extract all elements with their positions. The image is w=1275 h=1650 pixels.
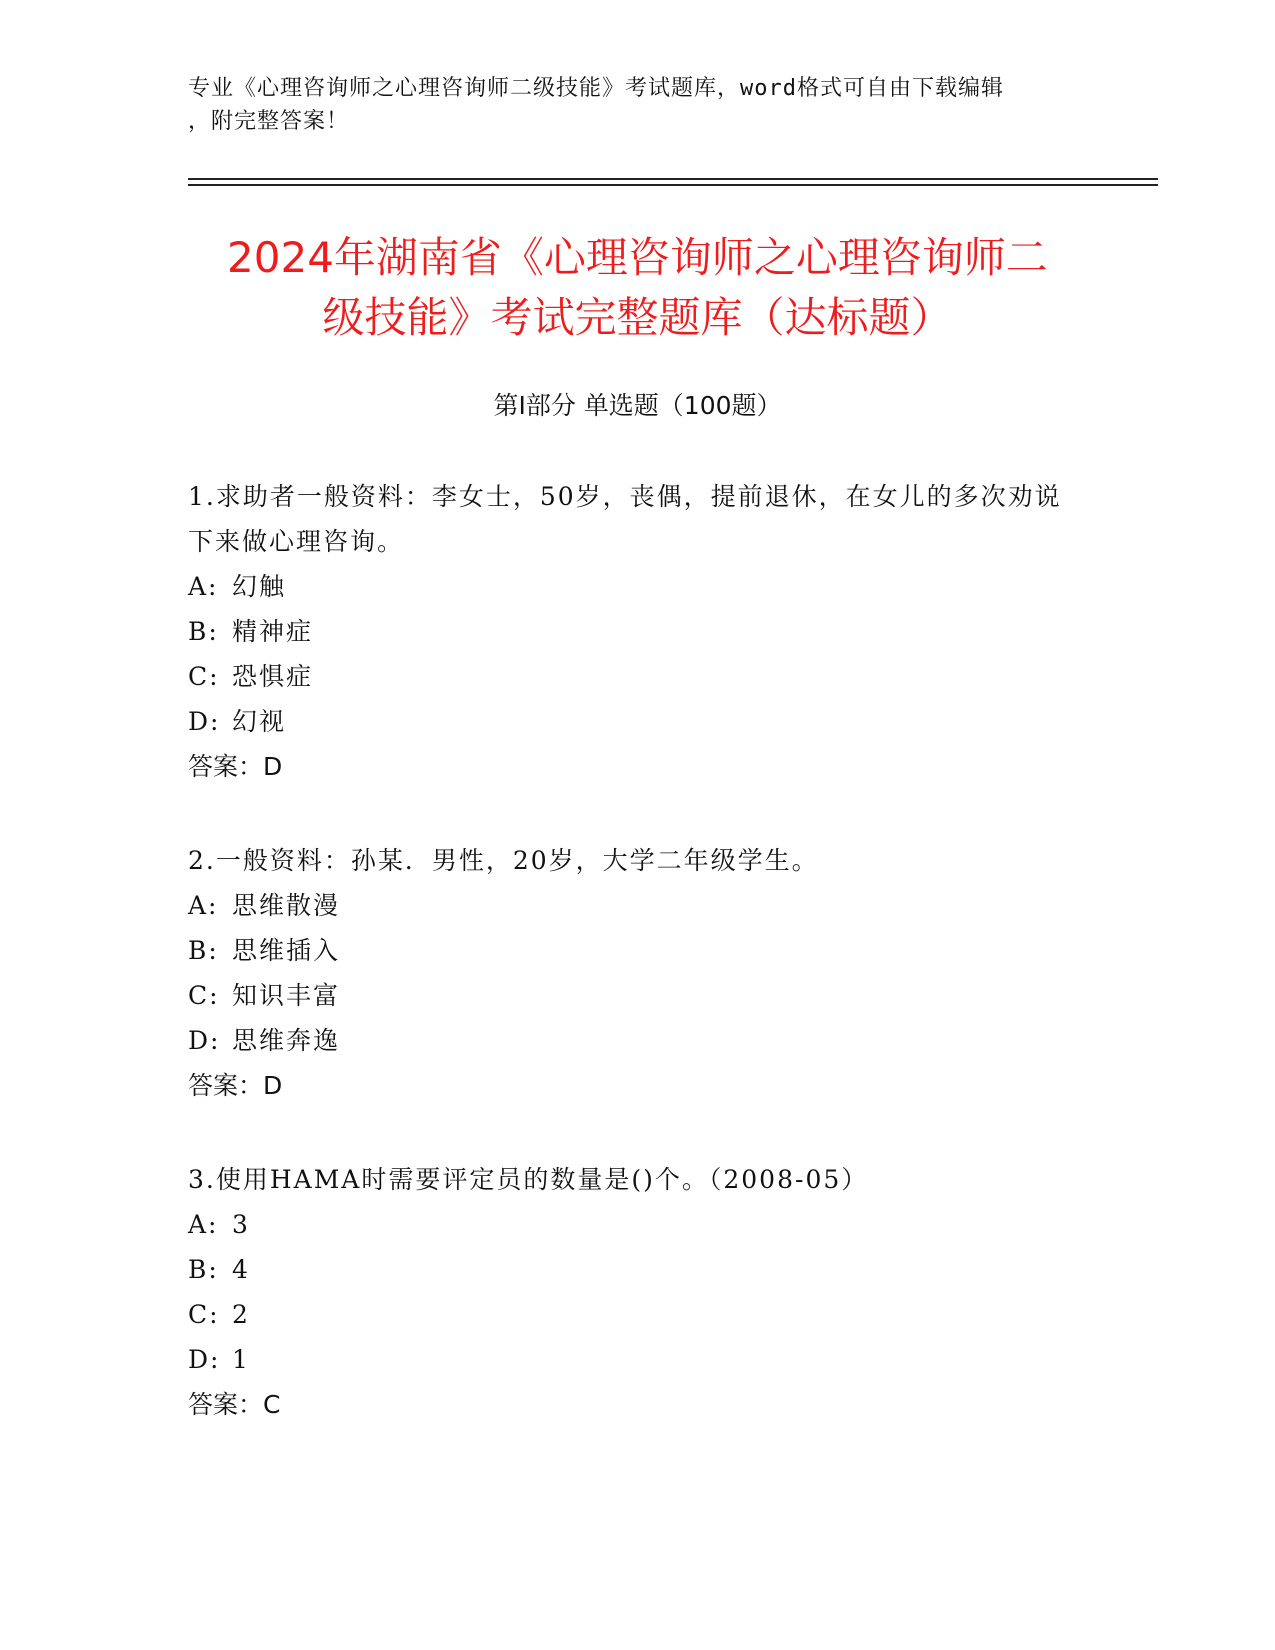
option-text: 思维奔逸 (232, 1026, 341, 1055)
option-text: 4 (232, 1255, 250, 1284)
option-a (188, 1202, 1088, 1247)
option-a (188, 883, 1088, 928)
document-title (150, 228, 1125, 348)
option-letter: A: (188, 891, 219, 920)
option-b (188, 609, 1088, 654)
option-letter: A: (188, 572, 219, 601)
question-1 (188, 474, 1088, 789)
option-letter: B: (188, 936, 219, 965)
answer: 答案：D (188, 752, 283, 781)
option-text: 1 (232, 1345, 250, 1374)
option-text: 2 (232, 1300, 250, 1329)
question-stem: 1.求助者一般资料：李女士，50岁，丧偶，提前退休，在女儿的多次劝说下来做心理咨询。 (188, 482, 1062, 556)
option-letter: C: (188, 981, 220, 1010)
option-text: 恐惧症 (232, 662, 314, 691)
document-title-line1: 2024年湖南省《心理咨询师之心理咨询师二 (227, 233, 1048, 282)
option-d (188, 1018, 1088, 1063)
option-letter: C: (188, 662, 220, 691)
option-c (188, 1292, 1088, 1337)
option-text: 思维散漫 (232, 891, 341, 920)
question-stem: 3.使用HAMA时需要评定员的数量是()个。（2008-05） (188, 1165, 869, 1194)
option-b (188, 928, 1088, 973)
option-letter: A: (188, 1210, 219, 1239)
option-a (188, 564, 1088, 609)
option-letter: C: (188, 1300, 220, 1329)
question-2 (188, 838, 1088, 1108)
option-d (188, 1337, 1088, 1382)
option-text: 知识丰富 (232, 981, 341, 1010)
option-letter: D: (188, 1026, 221, 1055)
answer: 答案：D (188, 1071, 283, 1100)
option-text: 3 (232, 1210, 250, 1239)
document-title-line2: 级技能》考试完整题库（达标题） (322, 293, 953, 342)
option-letter: B: (188, 617, 219, 646)
option-text: 精神症 (232, 617, 314, 646)
option-letter: D: (188, 707, 221, 736)
header-divider-bottom (188, 184, 1158, 186)
option-text: 思维插入 (232, 936, 341, 965)
header-note-line1: 专业《心理咨询师之心理咨询师二级技能》考试题库，word格式可自由下载编辑 (188, 76, 1004, 101)
header-note-line2: ，附完整答案！ (188, 109, 350, 134)
option-letter: D: (188, 1345, 221, 1374)
answer: 答案：C (188, 1390, 281, 1419)
option-d (188, 699, 1088, 744)
option-c (188, 654, 1088, 699)
section-title: 第Ⅰ部分 单选题（100题） (493, 391, 782, 420)
question-3 (188, 1157, 1088, 1427)
header-divider-top (188, 178, 1158, 180)
option-text: 幻触 (232, 572, 287, 601)
option-b (188, 1247, 1088, 1292)
option-letter: B: (188, 1255, 219, 1284)
header-note (188, 72, 1088, 138)
option-c (188, 973, 1088, 1018)
option-text: 幻视 (232, 707, 287, 736)
question-stem: 2.一般资料：孙某．男性，20岁，大学二年级学生。 (188, 846, 819, 875)
